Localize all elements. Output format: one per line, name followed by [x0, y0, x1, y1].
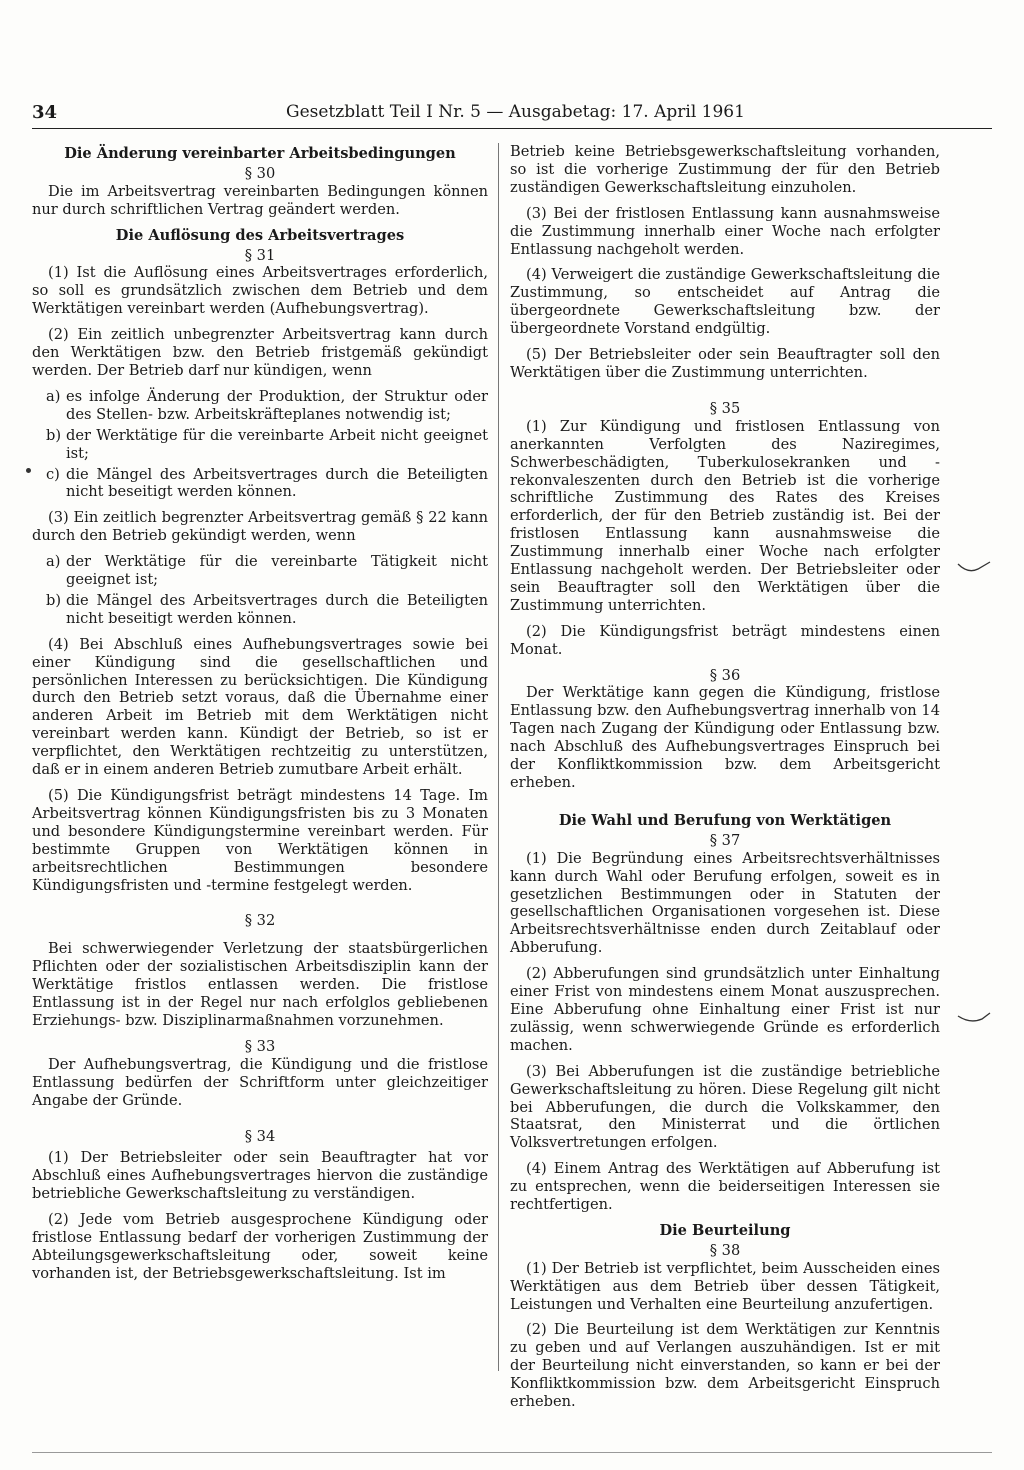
text-34-3: (3) Bei der fristlosen Entlassung kann ausnahmsweise die Zustimmung innerhalb einer Woche nach erfolgter Entlassung nachgeholt werden. [510, 204, 940, 258]
text-33: Der Aufhebungsvertrag, die Kündigung und die fristlose Entlassung bedürfen der Schriftform unter gleichzeitiger Angabe der Gründe. [32, 1055, 488, 1109]
text-31-1: (1) Ist die Auflösung eines Arbeitsvertrages erforderlich, so soll es grundsätzlich zwischen dem Betrieb und dem Werktätigen vereinbart werden (Aufhebungsvertrag). [32, 264, 488, 318]
list-item-text: die Mängel des Arbeitsvertrages durch die Beteiligten nicht beseitigt werden können. [66, 591, 488, 627]
column-divider [498, 143, 499, 1371]
text-34-5: (5) Der Betriebsleiter oder sein Beauftragter soll den Werktätigen über die Zustimmung unterrichten. [510, 346, 940, 381]
text-34-2: (2) Jede vom Betrieb ausgesprochene Kündigung oder fristlose Entlassung bedarf der vorherigen Zustimmung der Abteilungsgewerkschaftsleitung oder, soweit keine vorhanden ist, der Betriebsgewerkschaftsleitung. Ist im [32, 1211, 488, 1282]
text-37-2: (2) Abberufungen sind grundsätzlich unter Einhaltung einer Frist von mindestens einem Monat auszusprechen. Eine Abberufung ohne Einhaltung einer Frist ist nur zulässig, wenn schwerwiegende Gründe es erforderlich machen. [510, 965, 940, 1054]
list-item-label: a) [46, 387, 61, 405]
bottom-rule [32, 1452, 992, 1453]
text-30: Die im Arbeitsvertrag vereinbarten Bedingungen können nur durch schriftlichen Vertrag geändert werden. [32, 182, 488, 218]
section-heading-aenderung: Die Änderung vereinbarter Arbeitsbedingungen [64, 145, 456, 162]
paragraph-sign-35: § 35 [709, 399, 741, 417]
margin-check-mark-icon [956, 560, 992, 574]
text-38-2: (2) Die Beurteilung ist dem Werktätigen zur Kenntnis zu geben und auf Verlangen auszuhändigen. Ist er mit der Beurteilung nicht einverstanden, so kann er bei der Konfliktkommission bzw. dem Arbeitsgericht Einspruch erheben. [510, 1321, 940, 1411]
list-item [32, 388, 488, 424]
text-38-1: (1) Der Betrieb ist verpflichtet, beim Ausscheiden eines Werktätigen aus dem Betrieb über dessen Tätigkeit, Leistungen und Verhalten eine Beurteilung anzufertigen. [510, 1259, 940, 1313]
running-title: Gesetzblatt Teil I Nr. 5 — Ausgabetag: 17. April 1961 [286, 102, 745, 122]
list-item [32, 427, 488, 463]
list-item-label: a) [46, 553, 61, 571]
section-heading-aufloesung: Die Auflösung des Arbeitsvertrages [115, 226, 405, 244]
list-item-text: der Werktätige für die vereinbarte Arbeit nicht geeignet ist; [66, 426, 488, 462]
list-item-text: die Mängel des Arbeitsvertrages durch die Beteiligten nicht beseitigt werden können. [66, 465, 488, 501]
paragraph-sign-36: § 36 [709, 666, 741, 684]
margin-check-mark-icon [956, 1010, 992, 1024]
page-number: 34 [32, 102, 58, 123]
text-34-2-continued: Betrieb keine Betriebsgewerkschaftsleitung vorhanden, so ist die vorherige Zustimmung der für den Betrieb zuständigen Gewerkschaftsleitung einzuholen. [510, 143, 940, 196]
section-heading-beurteilung: Die Beurteilung [659, 1221, 791, 1239]
paragraph-sign-30: § 30 [244, 164, 276, 182]
page-header [32, 102, 992, 129]
list-item-label: c) [46, 465, 60, 483]
list-item [32, 466, 488, 502]
list-31-3 [32, 553, 488, 628]
right-column [510, 143, 940, 1419]
paragraph-sign-33: § 33 [244, 1037, 276, 1055]
text-32: Bei schwerwiegender Verletzung der staatsbürgerlichen Pflichten oder der sozialistischen Arbeitsdisziplin kann der Werktätige fristlos entlassen werden. Die fristlose Entlassung ist in der Regel nur nach erfolglos gebliebenen Erziehungs- bzw. Disziplinarmaßnahmen vorzunehmen. [32, 940, 488, 1029]
text-35-1: (1) Zur Kündigung und fristlosen Entlassung von anerkannten Verfolgten des Naziregimes, Schwerbeschädigten, Tuberkulosekranken und -rekonvaleszenten durch den Betrieb ist die vorherige schriftliche Zustimmung des Rates des Kreises erforderlich, der für den Betrieb zuständig ist. Bei der fristlosen Entlassung kann ausnahmsweise die Zustimmung innerhalb einer Woche nach erfolgter Entlassung nachgeholt werden. Der Betriebsleiter oder sein Beauftragter soll den Werktätigen über die Zustimmung unterrichten. [510, 417, 940, 614]
text-31-3: (3) Ein zeitlich begrenzter Arbeitsvertrag gemäß § 22 kann durch den Betrieb gekündigt werden, wenn [32, 509, 488, 545]
text-37-3: (3) Bei Abberufungen ist die zuständige betriebliche Gewerkschaftsleitung zu hören. Diese Regelung gilt nicht bei Abberufungen, die durch die Volkskammer, den Staatsrat, den Ministerrat und die örtlichen Volksvertretungen erfolgen. [510, 1062, 940, 1152]
left-column [32, 143, 488, 1291]
list-31-2 [32, 388, 488, 501]
list-item-text: der Werktätige für die vereinbarte Tätigkeit nicht geeignet ist; [66, 553, 488, 589]
paragraph-sign-32: § 32 [244, 912, 276, 930]
text-37-4: (4) Einem Antrag des Werktätigen auf Abberufung ist zu entsprechen, wenn die beiderseitigen Interessen sie rechtfertigen. [510, 1160, 940, 1214]
margin-dot-mark [26, 468, 31, 473]
text-34-4: (4) Verweigert die zuständige Gewerkschaftsleitung die Zustimmung, so entscheidet auf Antrag die übergeordnete Gewerkschaftsleitung bzw. der übergeordnete Vorstand endgültig. [510, 266, 940, 338]
text-35-2: (2) Die Kündigungsfrist beträgt mindestens einen Monat. [510, 622, 940, 658]
section-heading-wahl: Die Wahl und Berufung von Werktätigen [558, 811, 892, 829]
text-36: Der Werktätige kann gegen die Kündigung, fristlose Entlassung bzw. den Aufhebungsvertrag innerhalb von 14 Tagen nach Zugang der Kündigung oder Entlassung bzw. nach Abschluß des Aufhebungsvertrages Einspruch bei der Konfliktkommission bzw. dem Arbeitsgericht erheben. [510, 684, 940, 791]
paragraph-sign-34: § 34 [244, 1127, 276, 1145]
text-37-1: (1) Die Begründung eines Arbeitsrechtsverhältnisses kann durch Wahl oder Berufung erfolgen, soweit es in gesetzlichen Bestimmungen oder in Statuten der gesellschaftlichen Organisationen vorgesehen ist. Diese Arbeitsrechtsverhältnisse enden durch Zeitablauf oder Abberufung. [510, 849, 940, 957]
list-item [32, 553, 488, 589]
paragraph-sign-31: § 31 [244, 246, 276, 264]
text-34-1: (1) Der Betriebsleiter oder sein Beauftragter hat vor Abschluß eines Aufhebungsvertrages hiervon die zuständige betriebliche Gewerkschaftsleitung zu verständigen. [32, 1149, 488, 1203]
text-31-5: (5) Die Kündigungsfrist beträgt mindestens 14 Tage. Im Arbeitsvertrag können Kündigungsfristen bis zu 3 Monaten und besondere Kündigungstermine vereinbart werden. Für bestimmte Gruppen von Werktätigen können in arbeitsrechtlichen Bestimmungen besondere Kündigungsfristen und -termine festgelegt werden. [32, 787, 488, 894]
text-31-4: (4) Bei Abschluß eines Aufhebungsvertrages sowie bei einer Kündigung sind die gesellschaftlichen und persönlichen Interessen zu berücksichtigen. Die Kündigung durch den Betrieb setzt voraus, daß die Übernahme einer anderen Arbeit im Betrieb mit dem Werktätigen nicht vereinbart werden kann. Kündigt der Betrieb, so ist er verpflichtet, den Werktätigen rechtzeitig zu unterstützen, daß er in einem anderen Betrieb zumutbare Arbeit erhält. [32, 635, 488, 779]
text-31-2: (2) Ein zeitlich unbegrenzter Arbeitsvertrag kann durch den Werktätigen bzw. den Betrieb fristgemäß gekündigt werden. Der Betrieb darf nur kündigen, wenn [32, 326, 488, 379]
paragraph-sign-38: § 38 [709, 1241, 741, 1259]
list-item-label: b) [46, 591, 62, 609]
list-item [32, 592, 488, 628]
paragraph-sign-37: § 37 [709, 831, 741, 849]
list-item-text: es infolge Änderung der Produktion, der Struktur oder des Stellen- bzw. Arbeitskräfteplanes notwendig ist; [66, 387, 488, 423]
list-item-label: b) [46, 426, 62, 444]
